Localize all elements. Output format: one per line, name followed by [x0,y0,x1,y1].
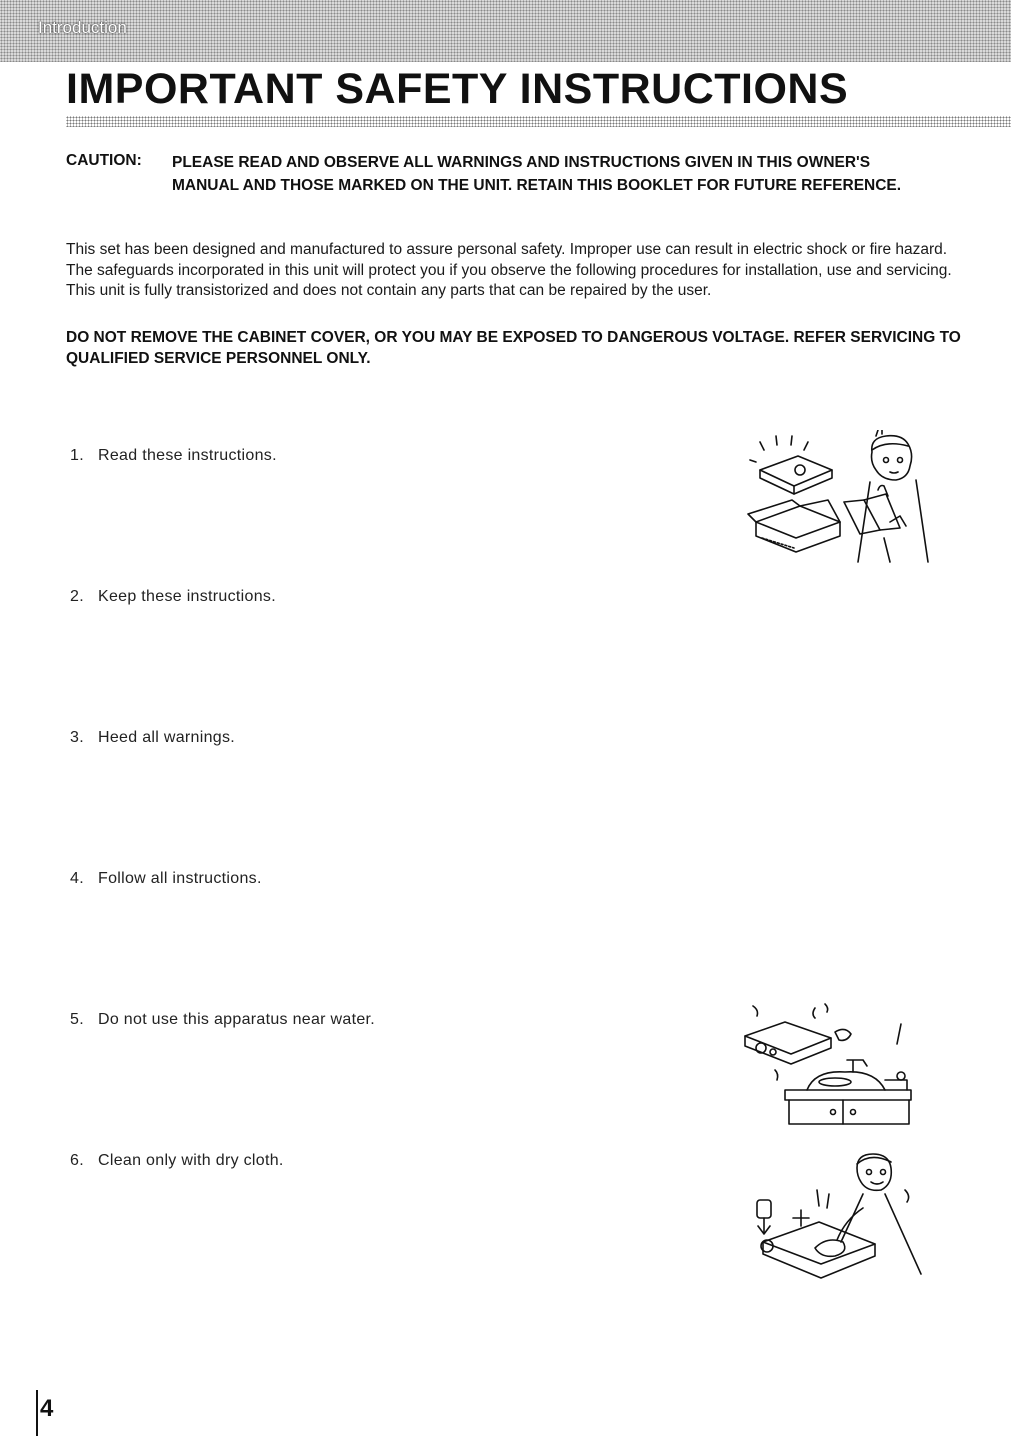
item-text: Keep these instructions. [98,588,276,605]
page-number: 4 [40,1395,54,1422]
intro-paragraph: This set has been designed and manufactured to assure personal safety. Improper use can result in electric shock or fire hazard. The safeguards incorporated in this unit will protect you if you observe the following procedures for installation, use and servicing. This unit is fully transistorized and does not contain any parts that can be repaired by the user. [66,241,952,299]
instruction-item-5 [70,1011,375,1029]
caution-text: PLEASE READ AND OBSERVE ALL WARNINGS AND INSTRUCTIONS GIVEN IN THIS OWNER'S MANUAL AND THOSE MARKED ON THE UNIT. RETAIN THIS BOOKLET FOR FUTURE REFERENCE. [172,154,902,194]
near-water-illustration [735,1000,920,1130]
page-number-rule [36,1390,38,1436]
instruction-item-3 [70,729,235,747]
item-number: 3. [70,729,84,746]
caution-label: CAUTION: [66,152,142,169]
instruction-item-6 [70,1152,284,1170]
reading-manual-illustration [740,430,940,565]
item-text: Heed all warnings. [98,729,236,746]
item-number: 5. [70,1011,84,1028]
item-number: 2. [70,588,84,605]
item-text: Do not use this apparatus near water. [98,1011,376,1028]
item-number: 1. [70,447,84,464]
title-underline [66,116,1011,127]
instruction-item-2 [70,588,276,606]
item-text: Read these instructions. [98,447,277,464]
instruction-item-4 [70,870,262,888]
warning-paragraph: DO NOT REMOVE THE CABINET COVER, OR YOU MAY BE EXPOSED TO DANGEROUS VOLTAGE. REFER SERVICING TO QUALIFIED SERVICE PERSONNEL ONLY. [66,329,961,367]
item-number: 6. [70,1152,84,1169]
item-number: 4. [70,870,84,887]
section-label: Introduction [38,18,127,37]
instruction-item-1 [70,447,277,465]
item-text: Clean only with dry cloth. [98,1152,284,1169]
cleaning-illustration [745,1150,930,1285]
item-text: Follow all instructions. [98,870,262,887]
page-title: IMPORTANT SAFETY INSTRUCTIONS [66,65,849,113]
header-band [0,0,1011,62]
